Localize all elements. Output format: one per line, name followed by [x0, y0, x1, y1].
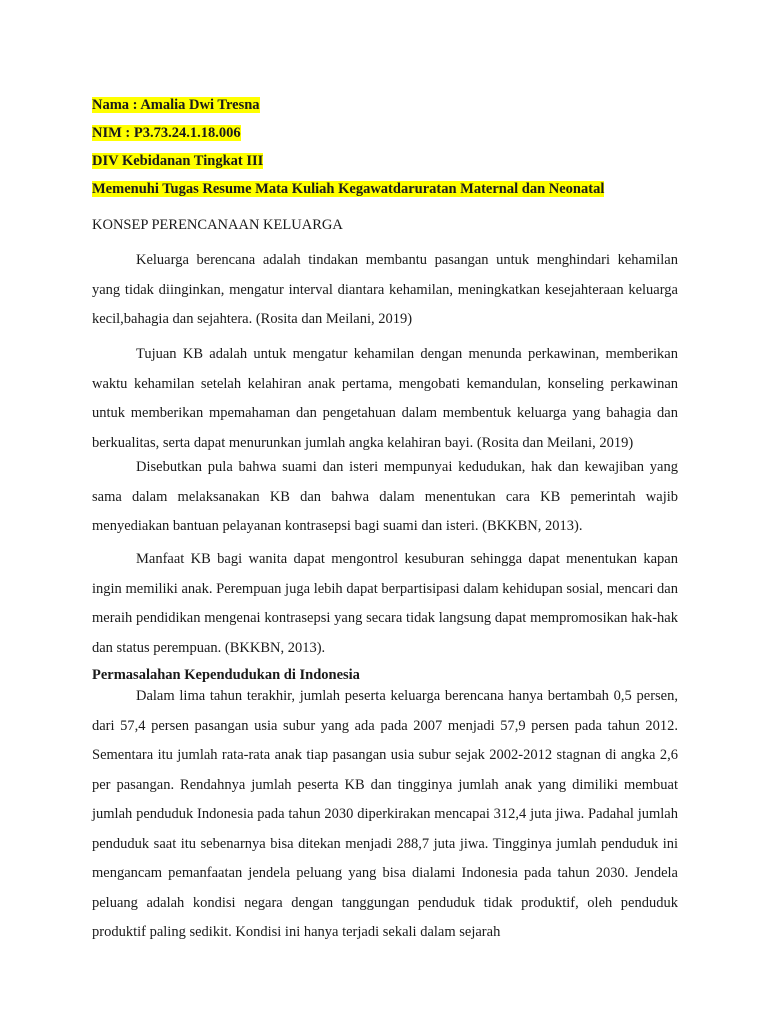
assignment-title: Memenuhi Tugas Resume Mata Kuliah Kegawatdaruratan Maternal dan Neonatal — [92, 181, 605, 197]
paragraph-definition: Keluarga berencana adalah tindakan membantu pasangan untuk menghindari kehamilan yang tidak diinginkan, mengatur interval diantara kehamilan, meningkatkan kesejahteraan keluarga kecil,bahagia dan sejahtera. (Rosita dan Meilani, 2019) — [92, 252, 678, 327]
study-program: DIV Kebidanan Tingkat III — [92, 153, 264, 169]
student-name: Nama : Amalia Dwi Tresna — [92, 97, 260, 113]
section-heading-konsep: KONSEP PERENCANAAN KELUARGA — [92, 217, 343, 233]
paragraph-benefits: Manfaat KB bagi wanita dapat mengontrol kesuburan sehingga dapat menentukan kapan ingin memiliki anak. Perempuan juga lebih dapat berpartisipasi dalam kehidupan sosial, mencari dan meraih pendidikan mengenai kontrasepsi yang secara tidak langsung dapat mempromosikan hak-hak dan status perempuan. (BKKBN, 2013). — [92, 551, 678, 656]
student-nim: NIM : P3.73.24.1.18.006 — [92, 125, 241, 141]
paragraph-objectives: Tujuan KB adalah untuk mengatur kehamilan dengan menunda perkawinan, memberikan waktu kehamilan setelah kelahiran anak pertama, mengobati kemandulan, konseling perkawinan untuk memberikan mpemahaman dan pengetahuan dalam membentuk keluarga yang bahagia dan berkualitas, serta dapat menurunkan jumlah angka kelahiran bayi. (Rosita dan Meilani, 2019) — [92, 346, 678, 451]
assignment-line — [92, 178, 604, 199]
student-nim-line — [92, 122, 241, 143]
paragraph-rights: Disebutkan pula bahwa suami dan isteri mempunyai kedudukan, hak dan kewajiban yang sama dalam melaksanakan KB dan bahwa dalam menentukan cara KB pemerintah wajib menyediakan bantuan pelayanan kontrasepsi bagi suami dan isteri. (BKKBN, 2013). — [92, 459, 678, 534]
study-program-line — [92, 150, 263, 171]
section-heading-population: Permasalahan Kependudukan di Indonesia — [92, 667, 360, 683]
paragraph-population: Dalam lima tahun terakhir, jumlah peserta keluarga berencana hanya bertambah 0,5 persen, dari 57,4 persen pasangan usia subur yang ada pada 2007 menjadi 57,9 persen pada tahun 2012. Sementara itu jumlah rata-rata anak tiap pasangan usia subur sejak 2002-2012 stagnan di angka 2,6 per pasangan. Rendahnya jumlah peserta KB dan tingginya jumlah anak yang dimiliki membuat jumlah penduduk Indonesia pada tahun 2030 diperkirakan mencapai 312,4 juta jiwa. Padahal jumlah penduduk saat itu sebenarnya bisa ditekan menjadi 288,7 juta jiwa. Tingginya jumlah penduduk ini mengancam pemanfaatan jendela peluang yang bisa dialami Indonesia pada tahun 2030. Jendela peluang adalah kondisi negara dengan tanggungan penduduk tidak produktif, oleh penduduk produktif paling sedikit. Kondisi ini hanya terjadi sekali dalam sejarah — [92, 688, 678, 940]
student-name-line — [92, 94, 260, 115]
